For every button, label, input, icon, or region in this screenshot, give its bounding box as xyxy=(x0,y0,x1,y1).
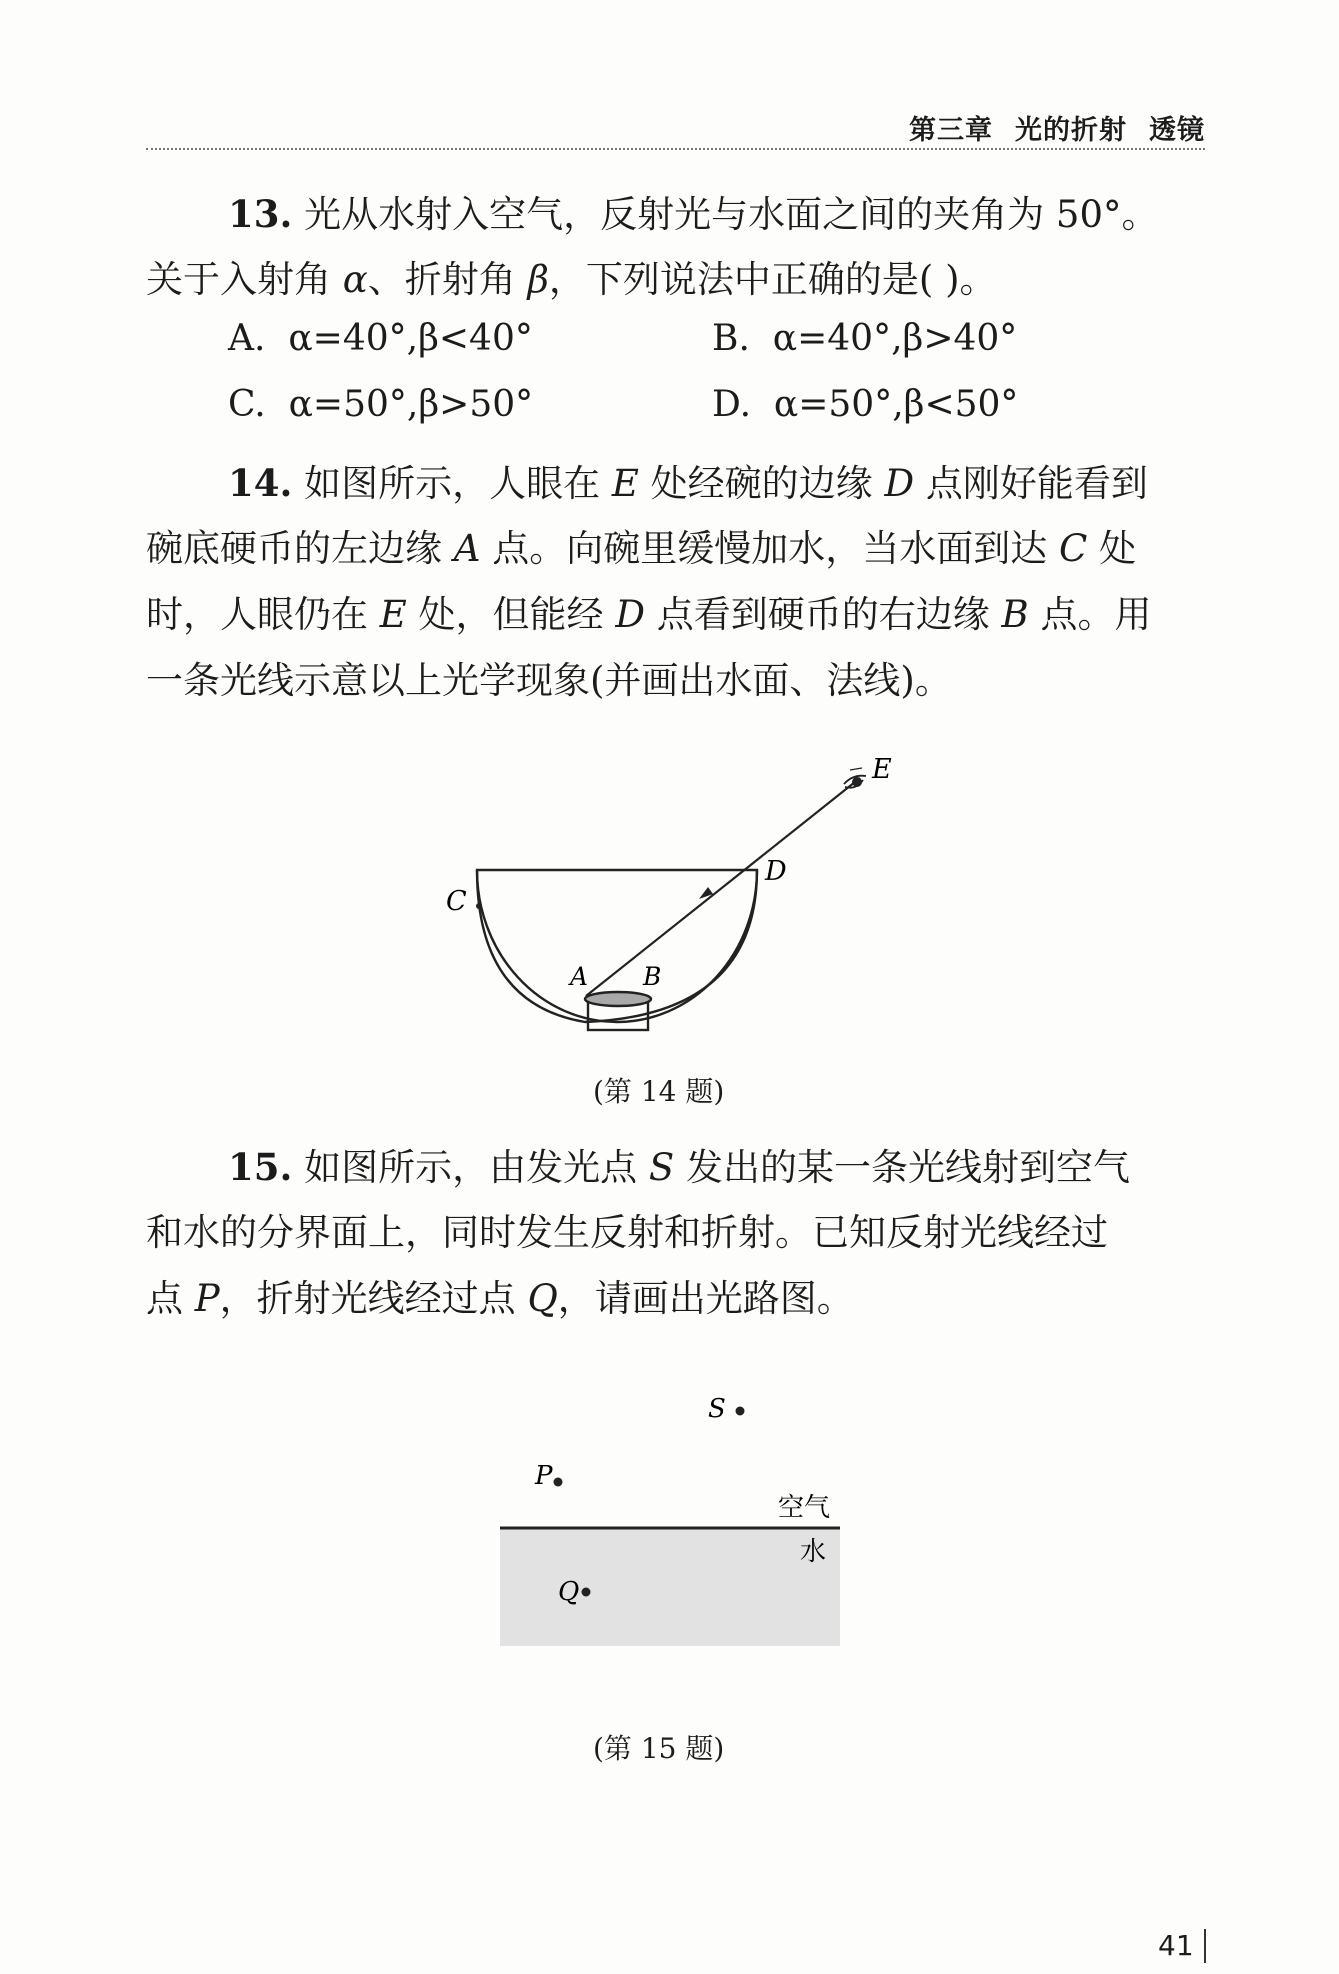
q14-line-3: 时，人眼仍在 E 处，但能经 D 点看到硬币的右边缘 B 点。用 xyxy=(146,593,1152,636)
coin xyxy=(585,992,651,1006)
air-water-figure xyxy=(495,1380,855,1660)
chapter-label: 第三章 xyxy=(909,115,993,146)
light-ray xyxy=(586,778,860,996)
header-divider xyxy=(146,148,1205,150)
chapter-topic: 透镜 xyxy=(1149,115,1205,146)
q13-line-2: 关于入射角 α、折射角 β，下列说法中正确的是( )。 xyxy=(146,258,997,301)
q14-line-1: 14. 如图所示，人眼在 E 处经碗的边缘 D 点刚好能看到 xyxy=(228,461,1148,505)
label-B: B xyxy=(643,962,662,991)
q15-line-1: 15. 如图所示，由发光点 S 发出的某一条光线射到空气 xyxy=(228,1145,1131,1189)
q15-number: 15. xyxy=(228,1145,293,1189)
label-water: 水 xyxy=(800,1537,827,1567)
figure-15-caption: (第 15 题) xyxy=(593,1732,725,1765)
label-air: 空气 xyxy=(778,1493,831,1523)
q14-number: 14. xyxy=(228,461,293,505)
label-A: A xyxy=(570,962,589,991)
running-header xyxy=(909,108,1205,147)
q13-line-1: 13. 光从水射入空气，反射光与水面之间的夹角为 50°。 xyxy=(228,192,1159,236)
figure-14-caption: (第 14 题) xyxy=(593,1075,725,1108)
label-Q: Q xyxy=(558,1577,580,1607)
point-S xyxy=(736,1407,745,1416)
page-number: 41 xyxy=(1158,1929,1194,1962)
label-E: E xyxy=(872,754,892,785)
label-P: P xyxy=(535,1461,553,1491)
page-number-bar xyxy=(1204,1929,1206,1963)
label-C: C xyxy=(446,886,467,917)
label-D: D xyxy=(765,856,787,887)
q13-option-c[interactable]: C. α=50°,β>50° xyxy=(228,384,534,425)
point-C xyxy=(476,903,482,909)
label-S: S xyxy=(708,1394,726,1424)
point-P xyxy=(554,1478,563,1487)
chapter-title: 光的折射 xyxy=(1015,115,1127,146)
q14-line-2: 碗底硬币的左边缘 A 点。向碗里缓慢加水，当水面到达 C 处 xyxy=(146,527,1137,570)
eye-icon xyxy=(844,768,866,788)
bowl-figure xyxy=(420,740,940,1060)
q15-line-2: 和水的分界面上，同时发生反射和折射。已知反射光线经过 xyxy=(146,1211,1108,1254)
point-Q xyxy=(582,1588,591,1597)
q13-option-a[interactable]: A. α=40°,β<40° xyxy=(228,318,533,359)
q13-number: 13. xyxy=(228,192,293,236)
q13-option-d[interactable]: D. α=50°,β<50° xyxy=(712,384,1019,425)
q14-line-4: 一条光线示意以上光学现象(并画出水面、法线)。 xyxy=(146,659,952,702)
q15-line-3: 点 P，折射光线经过点 Q，请画出光路图。 xyxy=(146,1277,854,1320)
q13-option-b[interactable]: B. α=40°,β>40° xyxy=(712,318,1018,359)
water-region xyxy=(500,1528,840,1646)
